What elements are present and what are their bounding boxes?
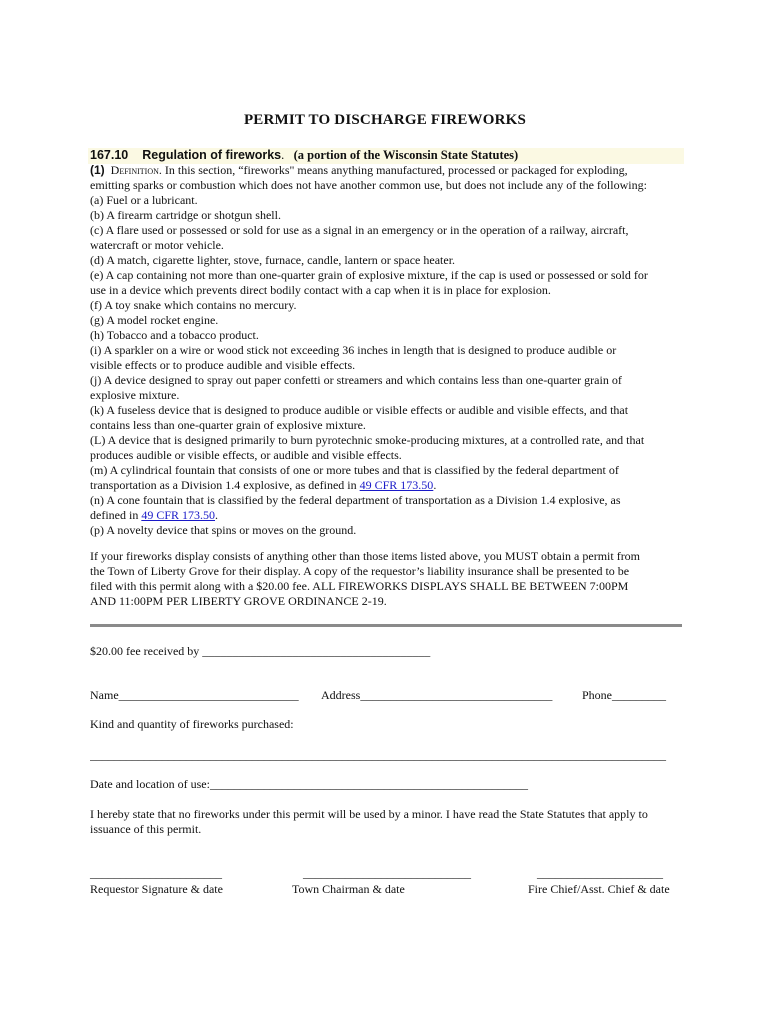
page-title: PERMIT TO DISCHARGE FIREWORKS [243,112,527,128]
name-field[interactable]: ______________________________ [118,688,299,702]
list-item: (e) A cap containing not more than one-quarter grain of explosive mixture, if the cap is used or possessed or sold for [90,268,648,282]
address-label: Address [321,688,361,702]
list-item: (n) A cone fountain that is classified by the federal department of transportation as a Division 1.4 explosive, as [90,493,621,507]
list-item: (p) A novelty device that spins or moves on the ground. [90,523,357,537]
section-divider [90,624,682,627]
definition-intro [90,163,690,178]
notice-line: filed with this permit along with a $20.00 fee. ALL FIREWORKS DISPLAYS SHALL BE BETWEEN 7:00PM [90,579,629,593]
list-item: (a) Fuel or a lubricant. [90,193,198,207]
list-item: watercraft or motor vehicle. [90,238,224,252]
name-label: Name [90,688,119,702]
phone-label: Phone [582,688,612,702]
list-item: (h) Tobacco and a tobacco product. [90,328,259,342]
town-chairman-signature-label: Town Chairman & date [292,882,405,896]
fee-received-field[interactable]: ______________________________________ [202,644,431,658]
definition-intro-line-2: emitting sparks or combustion which does not have another common use, but does not include any of the following: [90,178,647,192]
phone-field[interactable]: _________ [612,688,666,702]
cfr-link-m[interactable]: 49 CFR 173.50 [359,478,434,492]
phone-group [582,688,666,703]
list-item: visible effects or to produce audible and visible effects. [90,358,356,372]
m-line-end: . [433,478,437,492]
fee-label: $20.00 fee received by [90,644,200,658]
fire-chief-signature-field[interactable]: _____________________ [537,866,663,880]
kind-field[interactable]: ________________________________________________________________________________________________ [90,748,666,762]
m-line-text: transportation as a Division 1.4 explosive, as defined in [90,478,360,492]
date-location-field[interactable]: _____________________________________________________ [209,777,528,791]
cfr-link-n[interactable]: 49 CFR 173.50 [141,508,216,522]
section-heading [90,148,518,163]
list-item: (c) A flare used or possessed or sold for use as a signal in an emergency or in the operation of a railway, aircraft, [90,223,629,237]
list-item: (L) A device that is designed primarily to burn pyrotechnic smoke-producing mixtures, at a controlled rate, and that [90,433,645,447]
section-subtitle: (a portion of the Wisconsin State Statutes) [293,148,519,162]
section-heading-text: Regulation of fireworks [142,148,282,162]
list-item [90,478,690,493]
notice-line: AND 11:00PM PER LIBERTY GROVE ORDINANCE 2-19. [90,594,387,608]
statement-line: issuance of this permit. [90,822,202,836]
kind-label: Kind and quantity of fireworks purchased: [90,717,294,731]
definition-label: (1) [90,163,105,177]
minor-statement [90,807,648,837]
notice-line: the Town of Liberty Grove for their display. A copy of the requestor’s liability insurance shall be presented to be [90,564,630,578]
n-line-end: . [215,508,219,522]
requestor-signature-label: Requestor Signature & date [90,882,223,896]
fee-row [90,644,430,659]
list-item: use in a device which prevents direct bodily contact with a cap when it is in place for explosion. [90,283,551,297]
section-number: 167.10 [90,148,129,162]
requestor-signature-field[interactable]: ______________________ [90,866,222,880]
notice-line: If your fireworks display consists of anything other than those items listed above, you MUST obtain a permit from [90,549,641,563]
address-group [321,688,552,703]
definition-body [90,163,690,538]
list-item: (b) A firearm cartridge or shotgun shell. [90,208,281,222]
list-item: (j) A device designed to spray out paper confetti or streamers and which contains less than one-quarter grain of [90,373,622,387]
address-field[interactable]: ________________________________ [360,688,553,702]
fire-chief-signature-label: Fire Chief/Asst. Chief & date [528,882,670,896]
contact-row [90,688,299,703]
list-item: (k) A fuseless device that is designed to produce audible or visible effects or audible and visible effects, and that [90,403,629,417]
list-item: explosive mixture. [90,388,180,402]
list-item: (m) A cylindrical fountain that consists of one or more tubes and that is classified by the federal department of [90,463,619,477]
notice-paragraph [90,549,690,609]
list-item: produces audible or visible effects, or audible and visible effects. [90,448,402,462]
town-chairman-signature-field[interactable]: ____________________________ [303,866,471,880]
list-item: (i) A sparkler on a wire or wood stick not exceeding 36 inches in length that is designed to produce audible or [90,343,617,357]
list-item: (g) A model rocket engine. [90,313,219,327]
statement-line: I hereby state that no fireworks under this permit will be used by a minor. I have read the State Statutes that apply to [90,807,648,821]
date-label: Date and location of use: [90,777,210,791]
date-row [90,777,528,792]
list-item [90,508,690,523]
n-line-text: defined in [90,508,142,522]
list-item: (d) A match, cigarette lighter, stove, furnace, candle, lantern or space heater. [90,253,456,267]
list-item: (f) A toy snake which contains no mercury. [90,298,297,312]
list-item: contains less than one-quarter grain of explosive mixture. [90,418,366,432]
section-period: . [281,148,285,162]
definition-term: Definition. [110,163,162,177]
definition-intro-line-1: In this section, “fireworks" means anything manufactured, processed or packaged for exploding, [164,163,628,177]
